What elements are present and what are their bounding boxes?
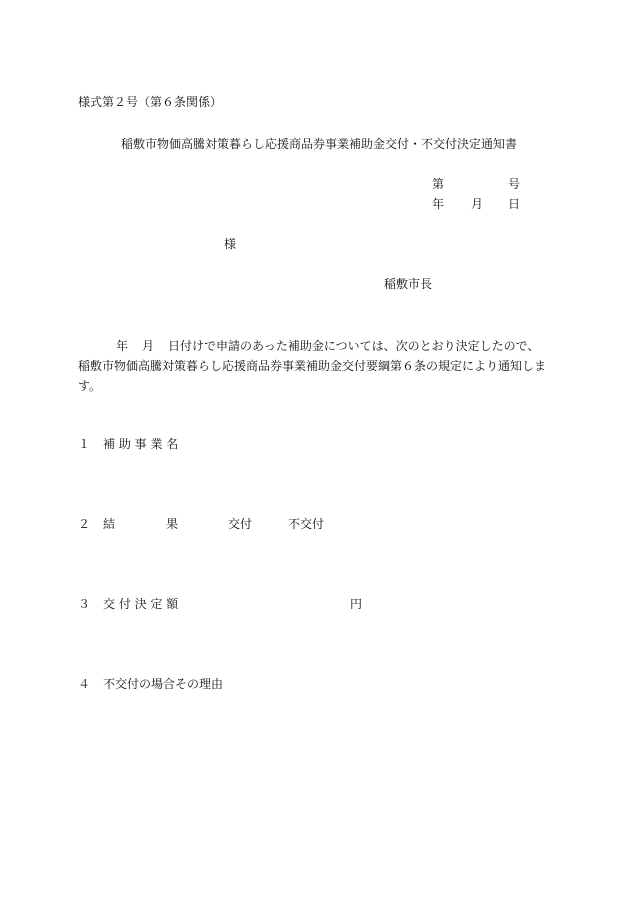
date-day-label: 日 [508, 197, 521, 211]
body-paragraph [78, 336, 550, 396]
item-number: ４ [78, 677, 91, 691]
sender-name: 稲敷市長 [384, 277, 433, 291]
item-number: ３ [78, 597, 91, 611]
notice-number-suffix: 号 [508, 177, 521, 191]
item-number: ２ [78, 517, 91, 531]
date-month-label: 月 [471, 197, 484, 211]
body-text: 日付けで申請のあった補助金については、次のとおり決定したので、稲敷市物価高騰対策暮らし応援商品券事業補助金交付要綱第６条の規定により通知します。 [78, 339, 547, 393]
item-label: 交 付 決 定 額 [103, 597, 179, 611]
item-number: １ [78, 437, 91, 451]
notice-number-prefix: 第 [432, 177, 445, 191]
document-title: 稲敷市物価高騰対策暮らし応援商品券事業補助金交付・不交付決定通知書 [121, 137, 518, 151]
currency-unit: 円 [350, 597, 363, 611]
option-grant: 交付 [228, 517, 253, 531]
item-label-part-2: 果 [166, 517, 179, 531]
body-month-label: 月 [142, 339, 155, 353]
item-label: 補 助 事 業 名 [103, 437, 179, 451]
form-number: 様式第２号（第６条関係） [78, 95, 223, 109]
date-year-label: 年 [432, 197, 445, 211]
item-label-part-1: 結 [103, 517, 116, 531]
body-year-label: 年 [116, 339, 129, 353]
option-non-grant: 不交付 [288, 517, 325, 531]
item-label: 不交付の場合その理由 [103, 677, 224, 691]
addressee-honorific: 様 [224, 237, 237, 251]
